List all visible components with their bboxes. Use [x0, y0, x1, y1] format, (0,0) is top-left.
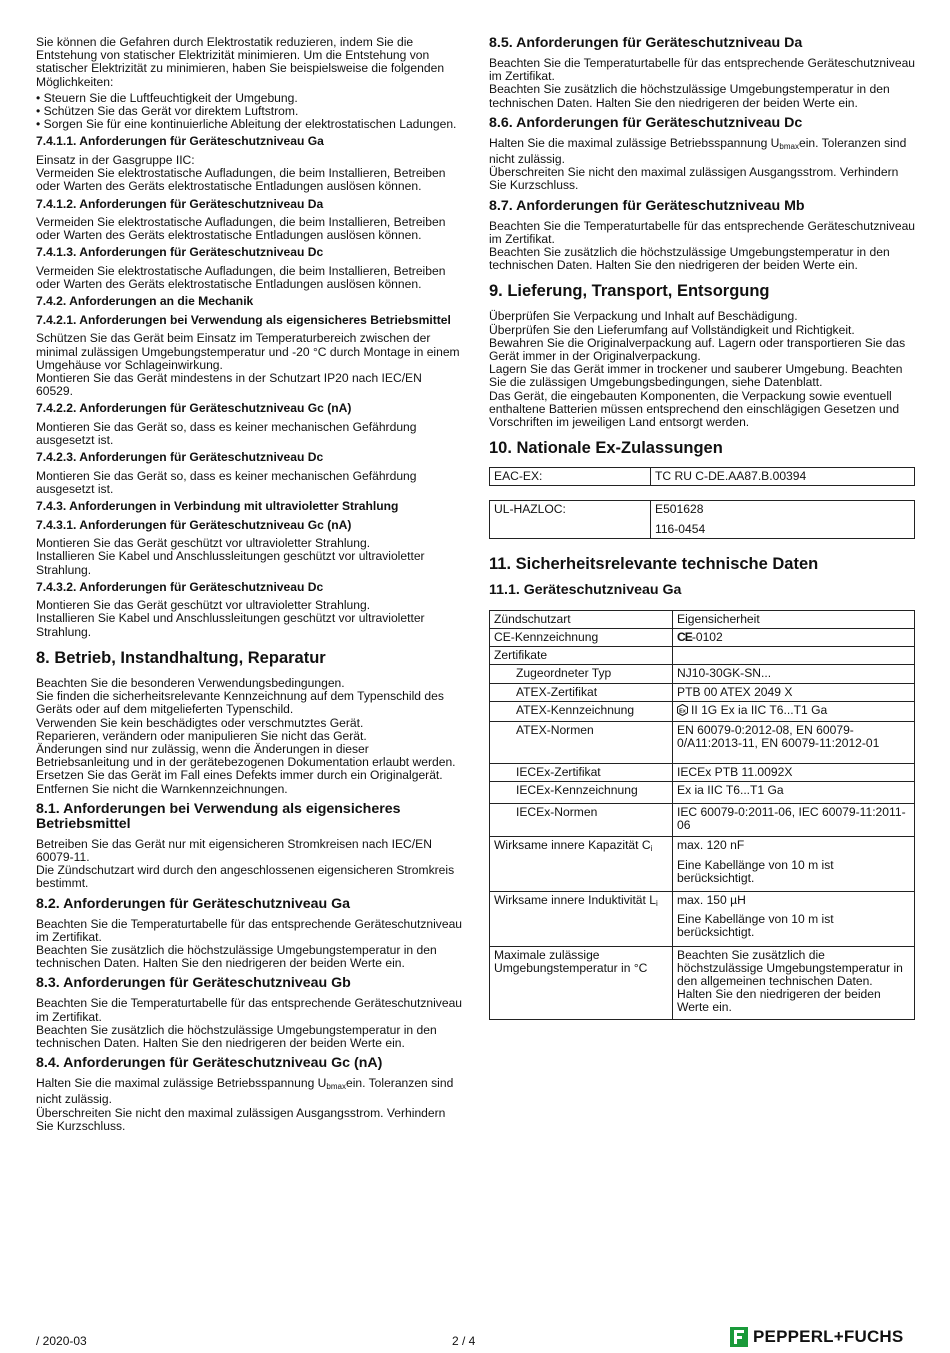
heading-7422: 7.4.2.2. Anforderungen für Geräteschutzniveau Gc (nA) [36, 401, 352, 416]
paragraph: Beachten Sie die besonderen Verwendungsbedingungen. [36, 675, 345, 690]
table-row [490, 763, 915, 781]
paragraph: Beachten Sie die Temperaturtabelle für das entsprechende Geräteschutzniveau im Zertifikat. [489, 56, 916, 84]
heading-10: 10. Nationale Ex-Zulassungen [489, 439, 723, 458]
table-cell-value [673, 837, 915, 892]
paragraph: Überschreiten Sie nicht den maximal zulässigen Ausgangsstrom. Verhindern Sie Kurzschluss. [36, 1105, 446, 1133]
heading-84: 8.4. Anforderungen für Geräteschutzniveau Gc (nA) [36, 1055, 383, 1072]
label-text: Wirksame innere Induktivität L [494, 892, 656, 907]
heading-85: 8.5. Anforderungen für Geräteschutzniveau Da [489, 35, 803, 51]
paragraph: Lagern Sie das Gerät immer in trockener und sauberer Umgebung. Beachten Sie die zulässigen Umgebungsbedingungen, siehe Datenblatt. [489, 362, 903, 390]
brand-name: PEPPERL+FUCHS [753, 1327, 904, 1346]
heading-7413: 7.4.1.3. Anforderungen für Geräteschutzniveau Dc [36, 245, 324, 260]
heading-7412: 7.4.1.2. Anforderungen für Geräteschutzniveau Da [36, 196, 324, 211]
bullet-item: • Steuern Sie die Luftfeuchtigkeit der Umgebung. [36, 90, 298, 105]
paragraph: Bewahren Sie die Originalverpackung auf. Lagern oder transportieren Sie das Gerät immer in der Originalverpackung. [489, 335, 906, 364]
footer-date: / 2020-03 [36, 1334, 87, 1348]
table-cell-value: TC RU C-DE.AA87.B.00394 [651, 468, 915, 486]
eac-table [489, 467, 915, 486]
value-line: max. 150 µH [677, 892, 746, 907]
heading-7411: 7.4.1.1. Anforderungen für Geräteschutzniveau Ga [36, 134, 324, 149]
paragraph: Installieren Sie Kabel und Anschlussleitungen geschützt vor ultravioletter Strahlung. [36, 549, 425, 577]
paragraph: Beachten Sie zusätzlich die höchstzulässige Umgebungstemperatur in den technischen Daten. Halten Sie den niedrigeren der beiden Werte ein. [36, 942, 437, 971]
paragraph: Montieren Sie das Gerät geschützt vor ultravioletter Strahlung. [36, 536, 371, 551]
paragraph: Beachten Sie die Temperaturtabelle für das entsprechende Geräteschutzniveau im Zertifikat. [36, 916, 463, 944]
table-cell-value: PTB 00 ATEX 2049 X [673, 683, 915, 701]
svg-text:Ex: Ex [679, 708, 686, 715]
paragraph: Vermeiden Sie elektrostatische Aufladungen, die beim Installieren, Betreiben oder Warten des Geräts elektrostatische Entladungen auslösen können. [36, 263, 446, 292]
table-cell-label: IECEx-Zertifikat [490, 763, 673, 781]
ul-value: 116-0454 [655, 521, 706, 536]
table-row [490, 468, 915, 486]
ce-number: 0102 [695, 630, 723, 645]
table-cell-label: EAC-EX: [490, 468, 651, 486]
paragraph: Beachten Sie zusätzlich die höchstzulässige Umgebungstemperatur in den technischen Daten. Halten Sie den niedrigeren der beiden Werte ein. [36, 1022, 437, 1050]
value-line: Eine Kabellänge von 10 m ist berücksichtigt. [677, 857, 834, 885]
left-column [36, 36, 462, 1136]
paragraph: Schützen Sie das Gerät beim Einsatz im Temperaturbereich zwischen der minimal zulässigen Umgebungstemperatur und -20 °C durch Montage in einem Umgehäuse vor Schlageinwirkung. [36, 331, 460, 372]
heading-743: 7.4.3. Anforderungen in Verbindung mit ultravioletter Strahlung [36, 499, 399, 514]
heading-111: 11.1. Geräteschutzniveau Ga [489, 581, 682, 598]
table-cell-value [651, 501, 915, 538]
ex-hexagon-icon [677, 704, 688, 719]
table-row [490, 781, 915, 803]
heading-7421: 7.4.2.1. Anforderungen bei Verwendung als eigensicheres Betriebsmittel [36, 312, 451, 327]
paragraph: Reparieren, verändern oder manipulieren Sie nicht das Gerät. [36, 728, 367, 743]
paragraph: Einsatz in der Gasgruppe IIC: [36, 152, 195, 167]
table-cell-value: IEC 60079-0:2011-06, IEC 60079-11:2011-06 [673, 803, 915, 836]
paragraph: Überprüfen Sie den Lieferumfang auf Vollständigkeit und Richtigkeit. [489, 322, 855, 337]
table-cell-label: UL-HAZLOC: [490, 501, 651, 538]
right-column [489, 34, 915, 1020]
text-span: ein. Toleranzen sind nicht zulässig. [489, 135, 907, 167]
heading-81: 8.1. Anforderungen bei Verwendung als eigensicheres Betriebsmittel [36, 800, 401, 832]
heading-9: 9. Lieferung, Transport, Entsorgung [489, 282, 770, 301]
paragraph: Sie finden die sicherheitsrelevante Kennzeichnung auf dem Typenschild des Geräts oder auf dem mitgelieferten Typenschild. [36, 689, 444, 717]
text-span: Halten Sie die maximal zulässige Betriebsspannung U [489, 135, 780, 150]
heading-7423: 7.4.2.3. Anforderungen für Geräteschutzniveau Dc [36, 450, 324, 465]
table-row [490, 665, 915, 683]
paragraph [489, 137, 915, 166]
table-cell-value [673, 891, 915, 946]
subscript: i [655, 898, 658, 908]
paragraph: Montieren Sie das Gerät mindestens in der Schutzart IP20 nach IEC/EN 60529. [36, 370, 422, 399]
table-cell-label: Zündschutzart [490, 610, 673, 628]
heading-86: 8.6. Anforderungen für Geräteschutzniveau Dc [489, 114, 803, 131]
table-cell-label: ATEX-Zertifikat [490, 683, 673, 701]
table-row [490, 701, 915, 721]
table-row [490, 683, 915, 701]
table-row [490, 610, 915, 628]
subscript: bmax [326, 1082, 346, 1092]
page-number: 2 / 4 [452, 1334, 476, 1348]
tech-data-table [489, 610, 915, 1020]
paragraph: Entfernen Sie nicht die Warnkennzeichnungen. [36, 781, 288, 796]
paragraph [36, 1077, 462, 1106]
paragraph: Montieren Sie das Gerät so, dass es keiner mechanischen Gefährdung ausgesetzt ist. [36, 468, 417, 496]
label-text: Wirksame innere Kapazität C [494, 838, 651, 853]
table-row [490, 891, 915, 946]
paragraph: Das Gerät, die eingebauten Komponenten, die Verpackung sowie eventuell enthaltene Batterien müssen entsprechend den einschlägigen Gesetzen und Vorschriften im jeweiligen Land entsorgt werden. [489, 388, 900, 430]
table-row [490, 803, 915, 836]
bullet-item: • Sorgen Sie für eine kontinuierliche Ableitung der elektrostatischen Ladungen. [36, 117, 457, 132]
table-cell-label [490, 891, 673, 946]
table-cell-label: CE-Kennzeichnung [490, 629, 673, 647]
ce-mark-icon: CE [677, 630, 692, 645]
paragraph: Änderungen sind nur zulässig, wenn die Änderungen in dieser Betriebsanleitung und in der gerätebezogenen Dokumentation erlaubt werden. [36, 741, 456, 770]
table-cell-value: Beachten Sie zusätzlich die höchstzulässige Umgebungstemperatur in den allgemeinen technischen Daten. Halten Sie den niedrigeren der beiden Werte ein. [673, 946, 915, 1019]
paragraph: Beachten Sie die Temperaturtabelle für das entsprechende Geräteschutzniveau im Zertifikat. [36, 996, 463, 1024]
paragraph: Beachten Sie zusätzlich die höchstzulässige Umgebungstemperatur in den technischen Daten. Halten Sie den niedrigeren der beiden Werte ein. [489, 245, 890, 273]
heading-8: 8. Betrieb, Instandhaltung, Reparatur [36, 648, 326, 667]
table-cell-label: IECEx-Kennzeichnung [490, 781, 673, 803]
table-cell-label: IECEx-Normen [490, 803, 673, 836]
subscript: i [650, 844, 653, 854]
heading-7432: 7.4.3.2. Anforderungen für Geräteschutzniveau Dc [36, 579, 324, 594]
table-cell-label: ATEX-Kennzeichnung [490, 701, 673, 721]
table-cell-label: Zertifikate [490, 647, 673, 665]
paragraph: Verwenden Sie kein beschädigtes oder verschmutztes Gerät. [36, 715, 364, 730]
heading-82: 8.2. Anforderungen für Geräteschutzniveau Ga [36, 895, 351, 912]
table-cell-value: IECEx PTB 11.0092X [673, 763, 915, 781]
intro-text: Sie können die Gefahren durch Elektrostatik reduzieren, indem Sie die Entstehung von statischer Elektrizität minimieren. Um die Entstehung von statischer Elektrizität zu minimieren, haben Sie beispielsweise die folgenden Möglichkeiten: [36, 35, 445, 89]
paragraph: Beachten Sie zusätzlich die höchstzulässige Umgebungstemperatur in den technischen Daten. Halten Sie den niedrigeren der beiden Werte ein. [489, 82, 890, 110]
bullet-item: • Schützen Sie das Gerät vor direktem Luftstrom. [36, 104, 299, 119]
pf-logo-icon [730, 1327, 748, 1347]
table-cell-value: NJ10-30GK-SN... [673, 665, 915, 683]
heading-87: 8.7. Anforderungen für Geräteschutzniveau Mb [489, 197, 805, 214]
value-line: max. 120 nF [677, 838, 745, 853]
table-cell-label: Zugeordneter Typ [490, 665, 673, 683]
table-cell-label: ATEX-Normen [490, 722, 673, 763]
value-line: Eine Kabellänge von 10 m ist berücksichtigt. [677, 912, 834, 940]
text-span: ein. Toleranzen sind nicht zulässig. [36, 1076, 454, 1107]
paragraph: Beachten Sie die Temperaturtabelle für das entsprechende Geräteschutzniveau im Zertifikat. [489, 218, 916, 246]
heading-83: 8.3. Anforderungen für Geräteschutzniveau Gb [36, 975, 351, 992]
table-cell-value: Eigensicherheit [673, 610, 915, 628]
table-row [490, 946, 915, 1019]
table-row [490, 647, 915, 665]
table-row [490, 722, 915, 763]
atex-marking: II 1G Ex ia IIC T6...T1 Ga [691, 702, 828, 717]
ul-table [489, 500, 915, 538]
heading-742: 7.4.2. Anforderungen an die Mechanik [36, 294, 254, 309]
paragraph: Vermeiden Sie elektrostatische Aufladungen, die beim Installieren, Betreiben oder Warten des Geräts elektrostatische Entladungen auslösen können. [36, 166, 446, 194]
paragraph: Betreiben Sie das Gerät nur mit eigensicheren Stromkreisen nach IEC/EN 60079-11. [36, 836, 432, 864]
table-cell-value: Ex ia IIC T6...T1 Ga [673, 781, 915, 803]
paragraph: Montieren Sie das Gerät so, dass es keiner mechanischen Gefährdung ausgesetzt ist. [36, 419, 417, 448]
table-cell-value [673, 647, 915, 665]
brand-logo [730, 1327, 903, 1347]
table-cell-label [490, 837, 673, 892]
paragraph: Überprüfen Sie Verpackung und Inhalt auf Beschädigung. [489, 309, 798, 324]
table-cell-value [673, 701, 915, 721]
ul-value: E501628 [655, 502, 704, 517]
paragraph: Montieren Sie das Gerät geschützt vor ultravioletter Strahlung. [36, 598, 371, 613]
table-cell-label: Maximale zulässige Umgebungstemperatur in °C [490, 946, 673, 1019]
paragraph: Die Zündschutzart wird durch den angeschlossenen eigensicheren Stromkreis bestimmt. [36, 863, 455, 891]
table-cell-value: CE-0102 [673, 629, 915, 647]
table-row [490, 629, 915, 647]
text-span: Halten Sie die maximal zulässige Betriebsspannung U [36, 1076, 327, 1091]
paragraph: Installieren Sie Kabel und Anschlussleitungen geschützt vor ultravioletter Strahlung. [36, 611, 425, 639]
table-row [490, 501, 915, 538]
table-row [490, 837, 915, 892]
paragraph: Ersetzen Sie das Gerät im Fall eines Defekts immer durch ein Originalgerät. [36, 768, 443, 783]
heading-7431: 7.4.3.1. Anforderungen für Geräteschutzniveau Gc (nA) [36, 517, 352, 532]
paragraph: Vermeiden Sie elektrostatische Aufladungen, die beim Installieren, Betreiben oder Warten des Geräts elektrostatische Entladungen auslösen können. [36, 215, 446, 243]
heading-11: 11. Sicherheitsrelevante technische Daten [489, 554, 819, 573]
paragraph: Überschreiten Sie nicht den maximal zulässigen Ausgangsstrom. Verhindern Sie Kurzschluss. [489, 165, 899, 193]
table-cell-value: EN 60079-0:2012-08, EN 60079-0/A11:2013-11, EN 60079-11:2012-01 [673, 722, 915, 763]
subscript: bmax [779, 141, 799, 151]
